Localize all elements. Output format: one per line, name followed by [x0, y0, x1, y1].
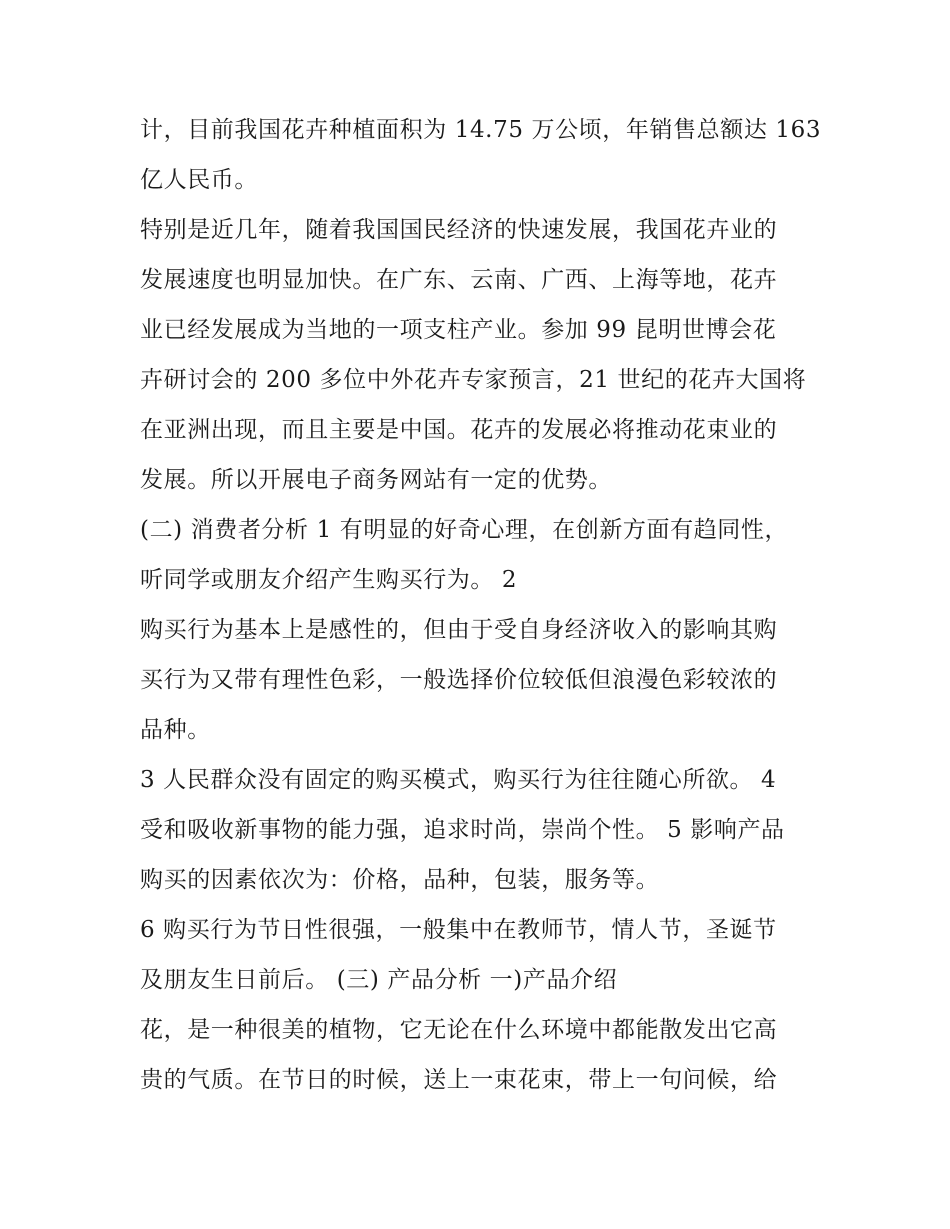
text-line: 及朋友生日前后。 (三) 产品分析 一)产品介绍: [140, 967, 618, 993]
text-line: 花，是一种很美的植物，它无论在什么环境中都能散发出它高: [140, 1017, 778, 1043]
text-line: 在亚洲出现，而且主要是中国。花卉的发展必将推动花束业的: [140, 417, 778, 443]
text-line: 购买行为基本上是感性的，但由于受自身经济收入的影响其购: [140, 617, 778, 643]
text-line: 发展速度也明显加快。在广东、云南、广西、上海等地，花卉: [140, 267, 778, 293]
text-line: 买行为又带有理性色彩，一般选择价位较低但浪漫色彩较浓的: [140, 667, 778, 693]
text-line: 卉研讨会的 200 多位中外花卉专家预言，21 世纪的花卉大国将: [140, 367, 807, 393]
text-line: 购买的因素依次为：价格，品种，包装，服务等。: [140, 867, 660, 893]
text-line: 贵的气质。在节日的时候，送上一束花束，带上一句问候，给: [140, 1067, 778, 1093]
text-line: 受和吸收新事物的能力强，追求时尚，崇尚个性。 5 影响产品: [140, 817, 785, 843]
text-line: 亿人民币。: [140, 167, 258, 193]
text-line: 6 购买行为节日性很强，一般集中在教师节，情人节，圣诞节: [140, 917, 777, 943]
text-line: 3 人民群众没有固定的购买模式，购买行为往往随心所欲。 4: [140, 767, 777, 793]
document-body: [140, 107, 820, 1107]
text-line: 品种。: [140, 717, 211, 743]
text-line: 听同学或朋友介绍产生购买行为。 2: [140, 567, 518, 593]
text-line: 业已经发展成为当地的一项支柱产业。参加 99 昆明世博会花: [140, 317, 777, 343]
text-line: 发展。所以开展电子商务网站有一定的优势。: [140, 467, 612, 493]
text-line: 特别是近几年，随着我国国民经济的快速发展，我国花卉业的: [140, 217, 778, 243]
text-line: (二) 消费者分析 1 有明显的好奇心理，在创新方面有趋同性，: [140, 517, 789, 543]
text-line: 计，目前我国花卉种植面积为 14.75 万公顷，年销售总额达 163: [140, 117, 822, 143]
